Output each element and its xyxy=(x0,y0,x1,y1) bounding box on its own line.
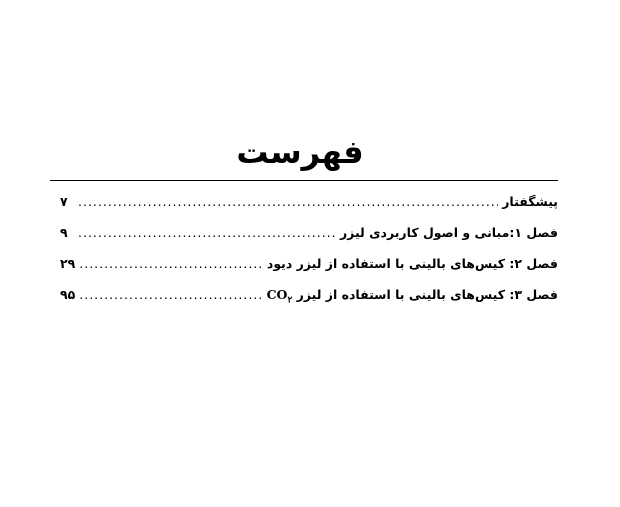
toc-entry-page: ۷ xyxy=(60,194,68,209)
toc-entry-page: ۲۹ xyxy=(60,256,76,271)
dot-leader xyxy=(78,186,498,217)
toc-entry-preface[interactable] xyxy=(60,186,558,217)
toc-entry-chapter-1[interactable] xyxy=(60,217,558,248)
toc-entry-chapter-3[interactable] xyxy=(60,279,558,310)
co2-formula xyxy=(266,287,293,306)
formula-subscript: ۲ xyxy=(287,295,293,306)
title-rule xyxy=(50,180,558,181)
dot-leader xyxy=(79,248,263,279)
toc-entry-text: پیشگفتار xyxy=(502,194,558,209)
dot-leader xyxy=(79,279,262,310)
toc-list xyxy=(60,186,558,310)
toc-entry-chapter-2[interactable] xyxy=(60,248,558,279)
toc-entry-text: فصل ۱:مبانی و اصول کاربردی لیزر xyxy=(339,225,558,240)
toc-entry-text: فصل ۲: کیس‌های بالینی با استفاده از لیزر دیود xyxy=(266,256,558,271)
formula-base: CO xyxy=(266,287,288,302)
toc-entry-text-main: فصل ۳: کیس‌های بالینی با استفاده از لیزر xyxy=(296,287,558,302)
toc-entry-text xyxy=(267,279,558,310)
toc-entry-page: ۹ xyxy=(60,225,68,240)
toc-title: فهرست xyxy=(236,133,364,171)
dot-leader xyxy=(78,217,336,248)
toc-entry-page: ۹۵ xyxy=(60,287,76,302)
